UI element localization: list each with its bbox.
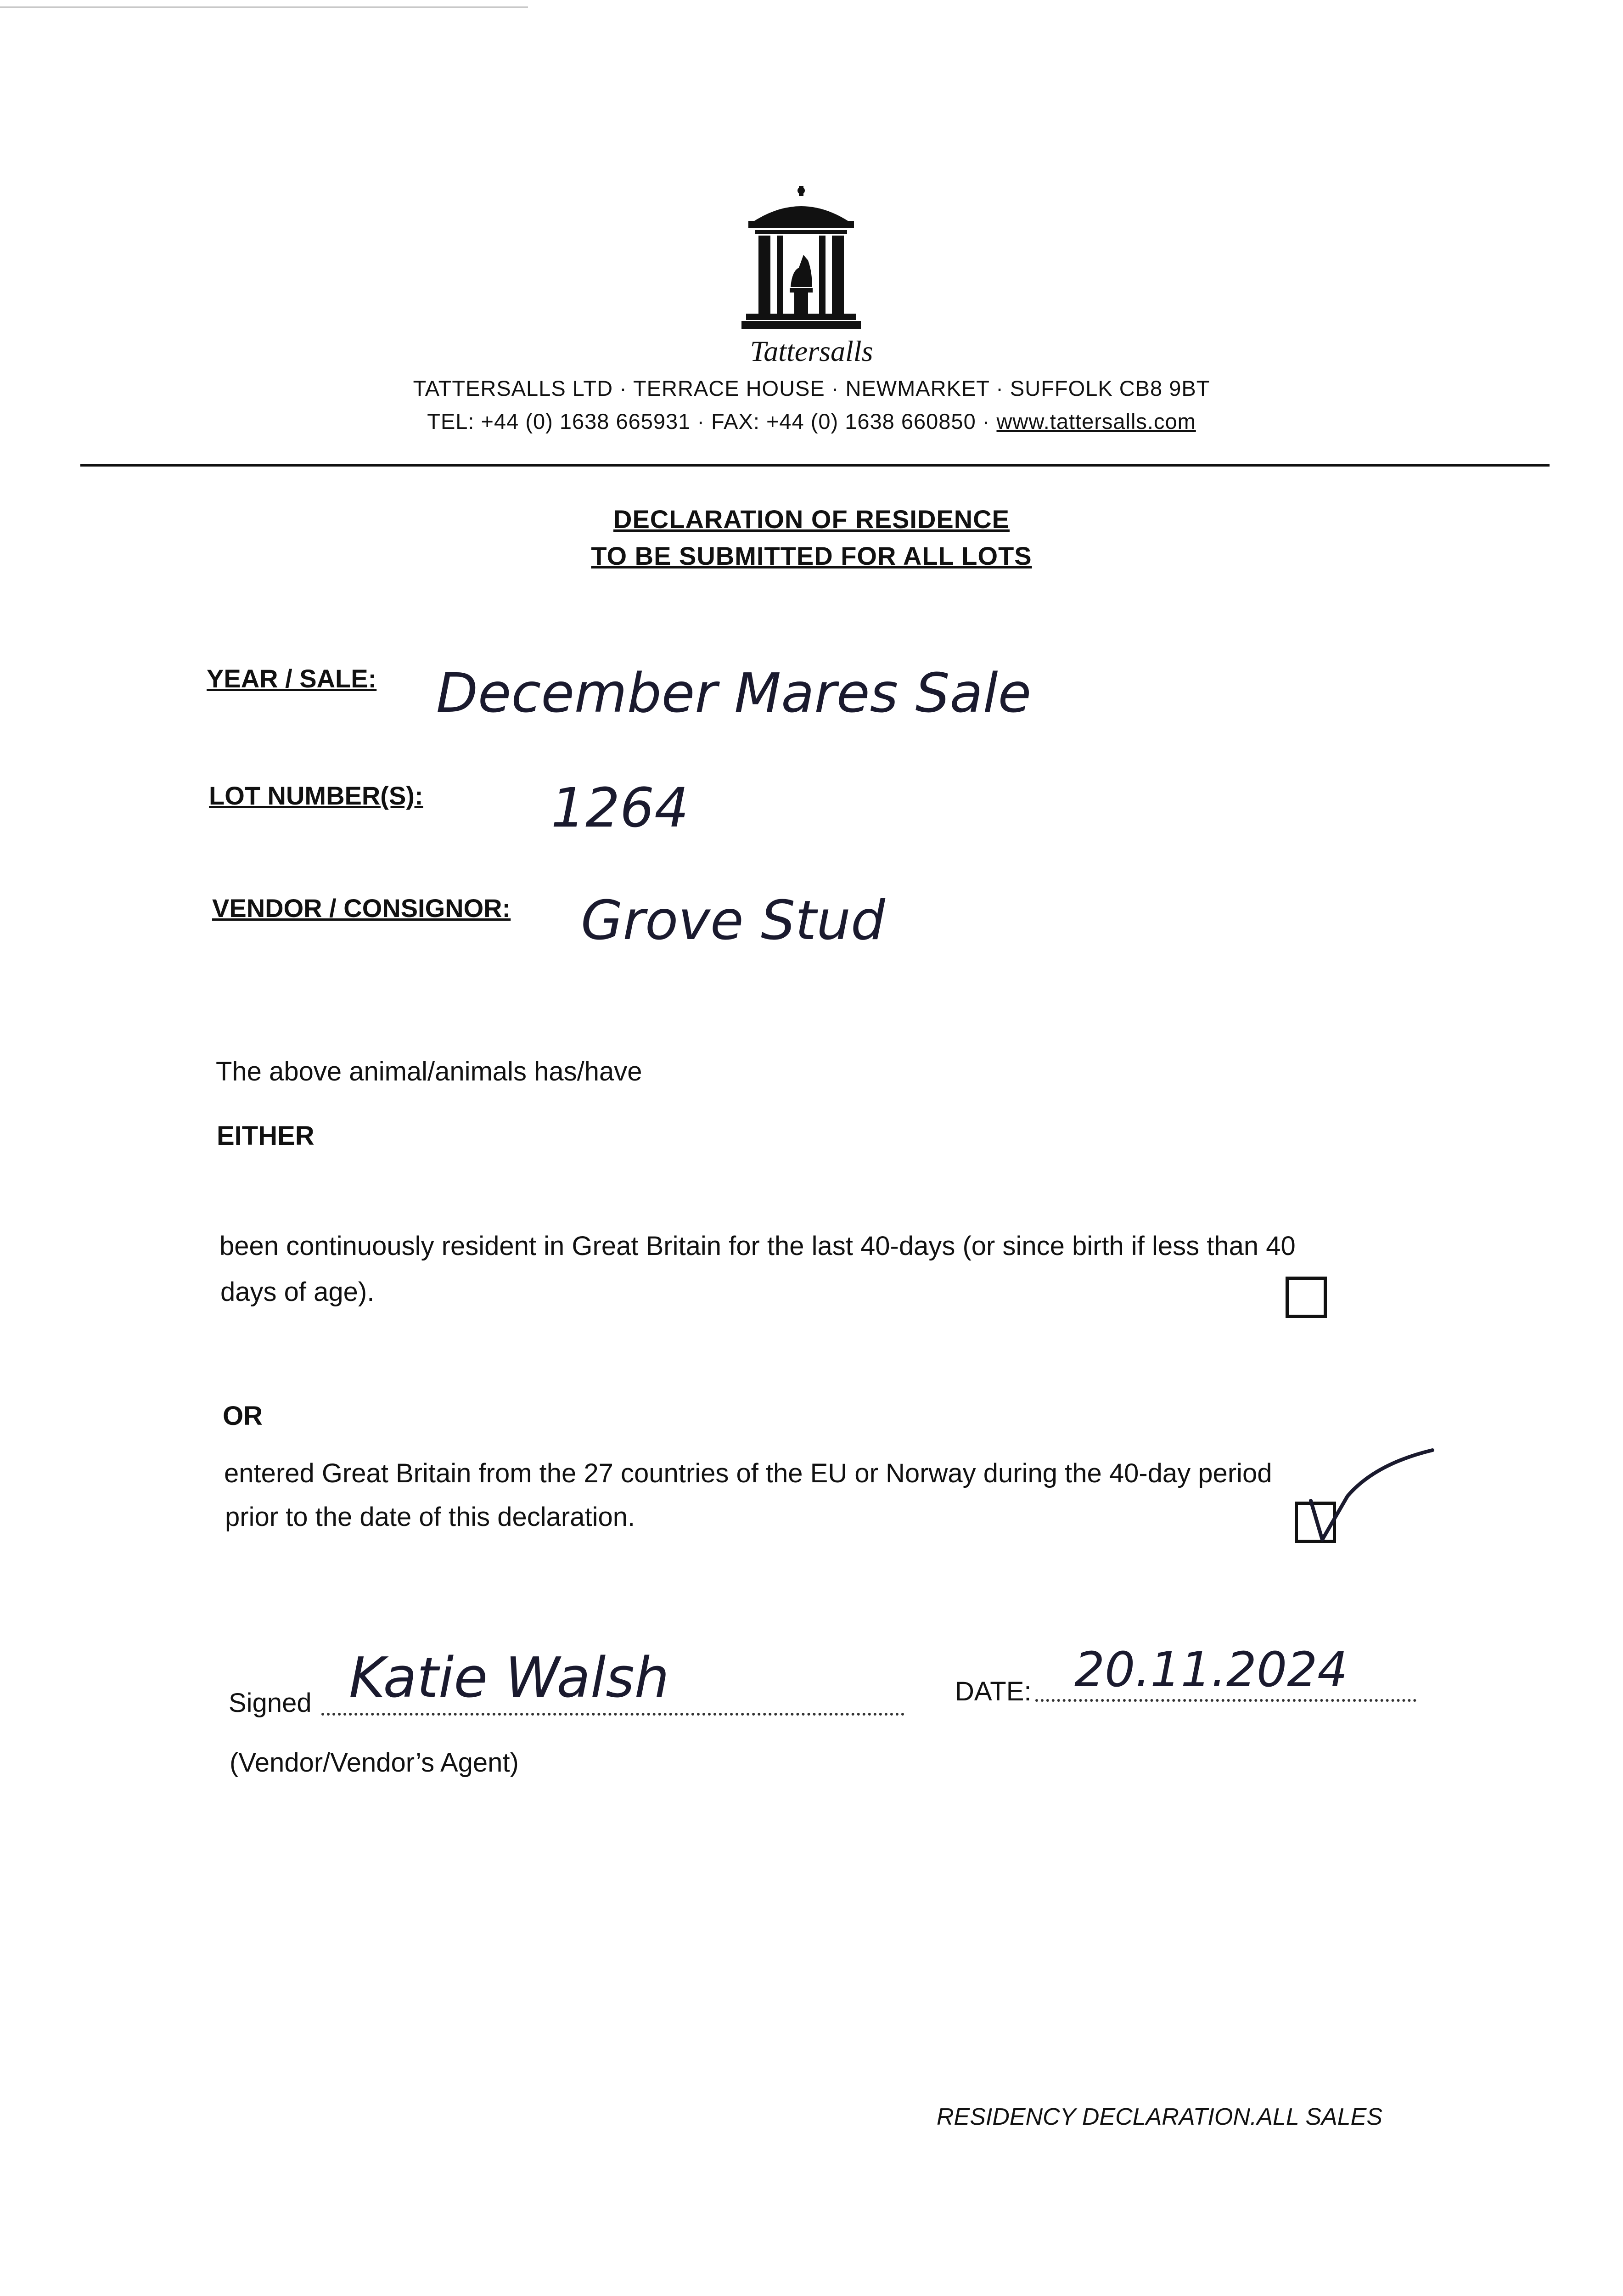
signature-value[interactable]: Katie Walsh <box>349 1646 669 1710</box>
year-sale-value[interactable]: December Mares Sale <box>436 661 1032 725</box>
date-value[interactable]: 20.11.2024 <box>1074 1642 1348 1698</box>
phone-fax: TEL: +44 (0) 1638 665931 · FAX: +44 (0) 1638 660850 · <box>427 409 997 433</box>
option1-text-line2: days of age). <box>220 1277 375 1307</box>
document-subtitle: TO BE SUBMITTED FOR ALL LOTS <box>591 541 1032 570</box>
vendor-label: VENDOR / CONSIGNOR: <box>212 894 511 923</box>
or-heading: OR <box>223 1401 263 1431</box>
vendor-value[interactable]: Grove Stud <box>581 889 885 952</box>
document-title: DECLARATION OF RESIDENCE <box>613 505 1010 534</box>
scan-edge-line <box>0 6 528 8</box>
website-link[interactable]: www.tattersalls.com <box>996 409 1196 433</box>
option2-text-line1: entered Great Britain from the 27 countries of the EU or Norway during the 40-day period <box>224 1458 1272 1488</box>
footer-reference: RESIDENCY DECLARATION.ALL SALES <box>937 2104 1383 2130</box>
company-contact <box>0 409 1623 434</box>
signer-role: (Vendor/Vendor’s Agent) <box>230 1748 519 1778</box>
option2-text-line2: prior to the date of this declaration. <box>225 1502 635 1532</box>
header-divider <box>80 464 1550 467</box>
signed-label: Signed <box>229 1688 312 1718</box>
brand-name: Tattersalls <box>750 335 873 367</box>
option1-text-line1: been continuously resident in Great Britain for the last 40-days (or since birth if less than 40 <box>219 1231 1296 1261</box>
handwritten-check-icon <box>1297 1446 1435 1551</box>
date-label: DATE: <box>955 1677 1032 1706</box>
either-heading: EITHER <box>217 1121 314 1151</box>
year-sale-label: YEAR / SALE: <box>207 664 377 693</box>
intro-text: The above animal/animals has/have <box>216 1057 642 1086</box>
company-address: TATTERSALLS LTD · TERRACE HOUSE · NEWMARKET · SUFFOLK CB8 9BT <box>413 376 1210 400</box>
lot-number-value[interactable]: 1264 <box>551 776 689 839</box>
lot-number-label: LOT NUMBER(S): <box>209 781 423 810</box>
tattersalls-pavilion-logo-icon <box>739 186 863 338</box>
option1-checkbox[interactable] <box>1286 1277 1327 1318</box>
